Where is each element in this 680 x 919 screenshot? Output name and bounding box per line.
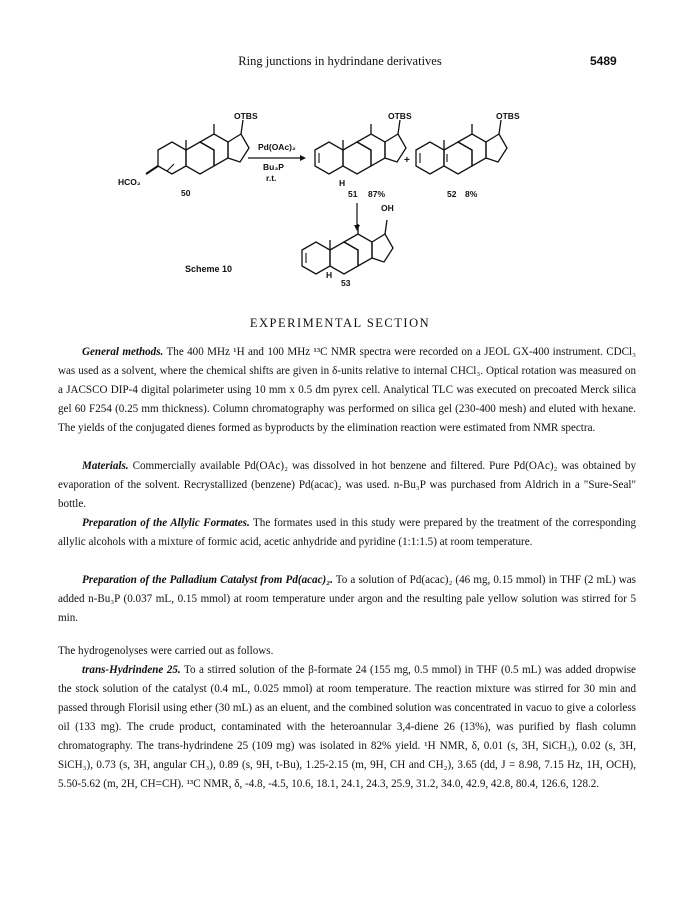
- reaction-arrow-head: [300, 155, 306, 161]
- structure-53: [302, 220, 393, 274]
- otbs-label-51: OTBS: [388, 111, 412, 121]
- structure-50: [146, 120, 249, 174]
- paragraph-hydrogenolyses: [58, 642, 636, 661]
- paragraph-palladium-catalyst: [58, 571, 636, 628]
- run-in-heading: General methods.: [82, 346, 164, 358]
- page-number: 5489: [590, 54, 617, 68]
- plus-sign: +: [404, 155, 410, 166]
- paragraph-text: Commercially available Pd(OAc)₂ was dissolved in hot benzene and filtered. Pure Pd(OAc)₂ was obtained by evaporation of the solvent. Recrystallized (benzene) Pd(acac)₂ was used. n-Bu₃P was purchased from Aldrich in a "Sure-Seal" bottle.: [58, 460, 636, 510]
- reagent-rt: r.t.: [266, 173, 277, 183]
- paragraph-general-methods: [58, 343, 636, 438]
- run-in-heading: Preparation of the Palladium Catalyst from Pd(acac)₂.: [82, 574, 333, 586]
- paragraph-text: To a solution of Pd(acac)₂ (46 mg, 0.15 mmol) in THF (2 mL) was added n-Bu₃P (0.037 mL, 0.15 mmol) at room temperature under argon and the resulting pale yellow solution was stirred for 5 min.: [58, 574, 637, 624]
- compound-number-53: 53: [341, 278, 351, 288]
- scheme-label: Scheme 10: [185, 264, 233, 274]
- compound-number-51: 51: [348, 189, 358, 199]
- h-label-53: H: [326, 270, 333, 280]
- reagent-pd: Pd(OAc)₂: [258, 142, 296, 152]
- compound-number-50: 50: [181, 188, 191, 198]
- yield-51: 87%: [368, 189, 386, 199]
- paragraph-text: The 400 MHz ¹H and 100 MHz ¹³C NMR spectra were recorded on a JEOL GX-400 instrument. CDCl₃ was used as a solvent, where the chemical shifts are given in δ-units relative to internal CHCl₃. Optical rotation was measured on a JACSCO DIP-4 digital polarimeter using 10 mm x 0.5 dm pyrex cell. Analytical TLC was executed on precoated Merck silica gel 60 F254 (0.25 mm thickness). Column chromatography was performed on silica gel (230-400 mesh) and eluted with hexane. The yields of the conjugated dienes formed as byproducts by the elimination reaction were estimated from NMR spectra.: [58, 346, 636, 434]
- run-in-heading: Preparation of the Allylic Formates.: [82, 517, 250, 529]
- paragraph-text: To a stirred solution of the β-formate 24 (155 mg, 0.5 mmol) in THF (0.5 mL) was added dropwise the stock solution of the catalyst (0.4 mL, 0.025 mmol) at room temperature. The reaction mixture was stirred for 30 min and passed through Florisil using ether (30 mL) as an eluent, and the combined solution was concentrated in vacuo to give a colorless oil (133 mg). The crude product, contaminated with the heteroannular 3,4-diene 26 (13%), was purified by flash column chromatography. The trans-hydrindene 25 (109 mg) was isolated in 82% yield. ¹H NMR, δ, 0.01 (s, 3H, SiCH₃), 0.02 (s, 3H, SiCH₃), 0.73 (s, 3H, angular CH₃), 0.89 (s, 9H, t-Bu), 1.25-2.15 (m, 9H, CH and CH₂), 3.65 (dd, J = 8.98, 7.15 Hz, 1H, OCH), 5.50-5.62 (m, 2H, CH=CH). ¹³C NMR, δ, -4.8, -4.5, 10.6, 18.1, 24.1, 24.3, 25.9, 31.2, 34.0, 42.9, 42.8, 80.4, 126.6, 128.2.: [58, 664, 636, 790]
- h-label-51: H: [339, 178, 346, 188]
- paragraph-text: The hydrogenolyses were carried out as follows.: [58, 645, 274, 657]
- paragraph-allylic-formates: [58, 514, 636, 552]
- down-arrow-head: [354, 225, 360, 231]
- run-in-heading: Materials.: [82, 460, 129, 472]
- paragraph-materials: [58, 457, 636, 514]
- reaction-scheme: [0, 0, 680, 300]
- run-in-heading: trans-Hydrindene 25.: [82, 664, 181, 676]
- structure-51: [315, 120, 406, 174]
- formate-label: HCO₂: [118, 177, 141, 187]
- section-heading: EXPERIMENTAL SECTION: [249, 316, 431, 330]
- otbs-label-52: OTBS: [496, 111, 520, 121]
- oh-label-53: OH: [381, 203, 394, 213]
- running-title: Ring junctions in hydrindane derivatives: [238, 54, 442, 68]
- compound-number-52: 52: [447, 189, 457, 199]
- structure-52: [416, 120, 507, 174]
- yield-52: 8%: [465, 189, 478, 199]
- reagent-bu3p: Bu₃P: [263, 162, 284, 172]
- otbs-label-50: OTBS: [234, 111, 258, 121]
- paragraph-trans-hydrindene: [58, 661, 636, 794]
- paragraph-text: The formates used in this study were prepared by the treatment of the corresponding allylic alcohols with a mixture of formic acid, acetic anhydride and pyridine (1:1:1.5) at room temperature.: [58, 517, 636, 548]
